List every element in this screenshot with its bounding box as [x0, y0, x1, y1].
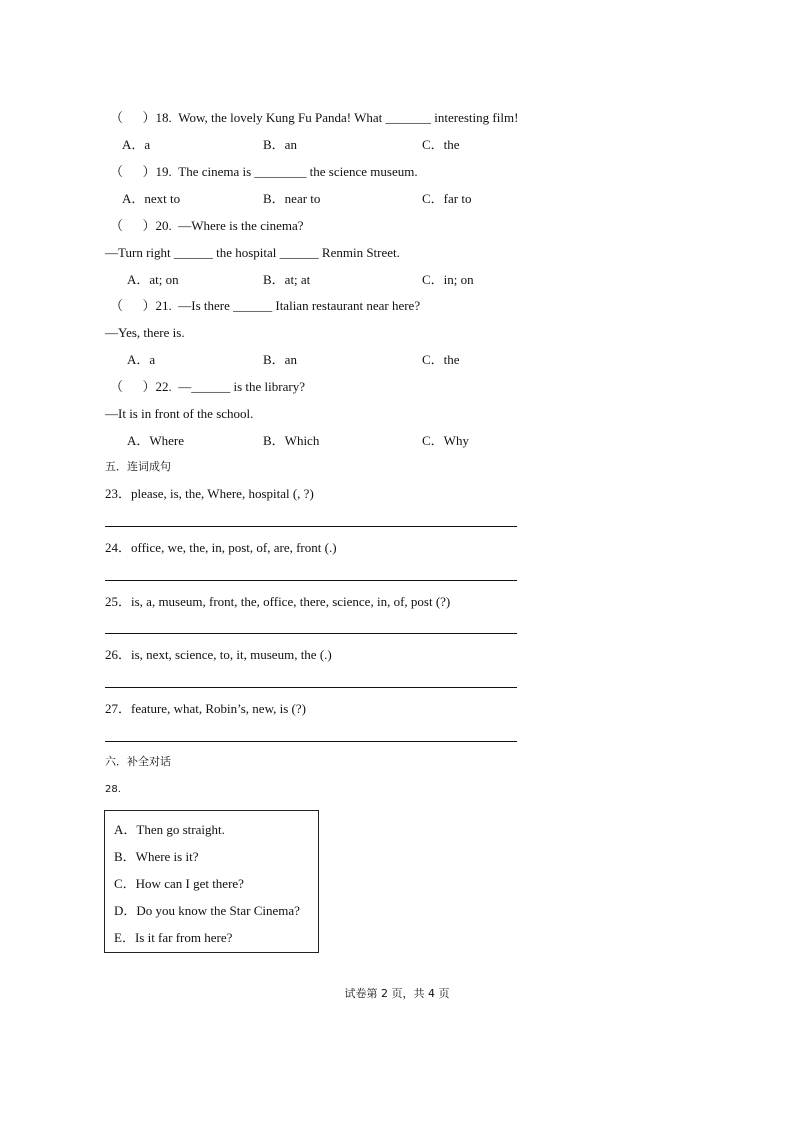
question-21-stem: （ ）21. —Is there ______ Italian restaurant near here? [110, 298, 421, 313]
dialogue-option-d: D．Do you know the Star Cinema? [114, 903, 300, 918]
question-22-reply: —It is in front of the school. [105, 406, 254, 421]
dialogue-options-box [104, 810, 319, 953]
dialogue-option-c: C．How can I get there? [114, 876, 244, 891]
sentence-item-26: 26．is, next, science, to, it, museum, the (.) [105, 647, 332, 662]
answer-line-26 [105, 687, 517, 688]
question-20-option-a: A．at; on [127, 272, 179, 287]
question-28-number: 28. [105, 784, 121, 795]
page-footer: 试卷第 2 页，共 4 页 [344, 987, 450, 1000]
question-19-stem: （ ）19. The cinema is ________ the science museum. [110, 164, 418, 179]
answer-line-23 [105, 526, 517, 527]
question-20-reply: —Turn right ______ the hospital ______ Renmin Street. [105, 245, 400, 260]
sentence-item-23: 23．please, is, the, Where, hospital (, ?) [105, 486, 314, 501]
sentence-item-24: 24．office, we, the, in, post, of, are, front (.) [105, 540, 337, 555]
question-21-option-c: C．the [422, 352, 460, 367]
question-18-option-a: A．a [122, 137, 151, 152]
question-21-option-a: A．a [127, 352, 156, 367]
question-20-stem: （ ）20. —Where is the cinema? [110, 218, 304, 233]
question-20-option-b: B．at; at [263, 272, 311, 287]
dialogue-option-e: E．Is it far from here? [114, 930, 233, 945]
question-18-option-b: B．an [263, 137, 297, 152]
answer-line-25 [105, 633, 517, 634]
question-21-reply: —Yes, there is. [105, 325, 185, 340]
section-6-heading: 六．补全对话 [105, 755, 171, 768]
question-19-option-a: A．next to [122, 191, 181, 206]
question-22-option-a: A．Where [127, 433, 185, 448]
dialogue-option-a: A．Then go straight. [114, 822, 225, 837]
question-22-option-b: B．Which [263, 433, 320, 448]
question-18-option-c: C．the [422, 137, 460, 152]
question-22-stem: （ ）22. —______ is the library? [110, 379, 305, 394]
answer-line-27 [105, 741, 517, 742]
sentence-item-27: 27．feature, what, Robin’s, new, is (?) [105, 701, 306, 716]
question-21-option-b: B．an [263, 352, 297, 367]
question-20-option-c: C．in; on [422, 272, 474, 287]
question-22-option-c: C．Why [422, 433, 469, 448]
question-19-option-c: C．far to [422, 191, 472, 206]
section-5-heading: 五．连词成句 [105, 460, 171, 473]
answer-line-24 [105, 580, 517, 581]
question-19-option-b: B．near to [263, 191, 321, 206]
question-18-stem: （ ）18. Wow, the lovely Kung Fu Panda! What _______ interesting film! [110, 110, 519, 125]
sentence-item-25: 25．is, a, museum, front, the, office, there, science, in, of, post (?) [105, 594, 451, 609]
dialogue-option-b: B．Where is it? [114, 849, 199, 864]
